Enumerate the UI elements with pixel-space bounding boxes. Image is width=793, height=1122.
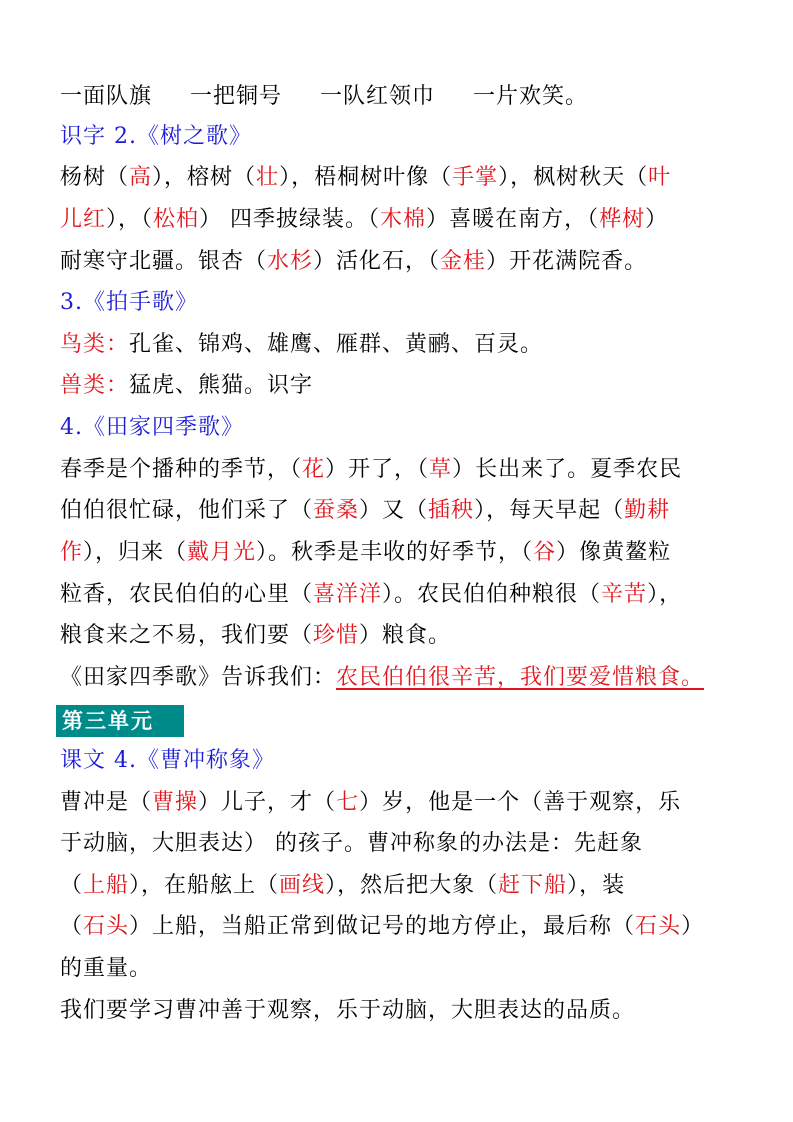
answer: 草 bbox=[429, 457, 453, 482]
phrase: 一队红领巾 bbox=[320, 84, 436, 109]
answer: 喜洋洋 bbox=[313, 582, 383, 607]
answer: 水杉 bbox=[267, 249, 314, 274]
phrase: 一面队旗 bbox=[60, 84, 153, 109]
paragraph-line: 粮食来之不易，我们要（珍惜）粮食。 bbox=[60, 623, 452, 648]
paragraph-line: 的重量。 bbox=[60, 956, 153, 981]
phrase: 一片欢笑。 bbox=[473, 84, 589, 109]
answer: 上船 bbox=[83, 873, 130, 898]
answer: 戴月光 bbox=[187, 540, 257, 565]
beasts-list: 猛虎、熊猫。识字 bbox=[129, 373, 314, 398]
paragraph-line: 于动脑，大胆表达） 的孩子。曹冲称象的办法是：先赶象 bbox=[60, 831, 643, 856]
answer: 叶 bbox=[648, 165, 672, 190]
unit-header: 第三单元 bbox=[56, 705, 184, 737]
answer: 辛苦 bbox=[601, 582, 648, 607]
heading-pai-shou-ge: 3.《拍手歌》 bbox=[60, 290, 198, 315]
answer: 作 bbox=[60, 540, 84, 565]
answer: 画线 bbox=[279, 873, 326, 898]
answer: 曹操 bbox=[152, 790, 199, 815]
line-flag-items bbox=[60, 82, 588, 112]
answer: 珍惜 bbox=[313, 623, 360, 648]
answer: 花 bbox=[302, 457, 326, 482]
paragraph-line: 曹冲是（曹操）儿子，才（七）岁，他是一个（善于观察，乐 bbox=[60, 790, 682, 815]
paragraph-line: 春季是个播种的季节，（花）开了，（草）长出来了。夏季农民 bbox=[60, 457, 683, 482]
answer: 桦树 bbox=[599, 207, 646, 232]
birds-list: 孔雀、锦鸡、雄鹰、雁群、黄鹂、百灵。 bbox=[129, 332, 544, 357]
answer: 高 bbox=[129, 165, 153, 190]
birds-label: 鸟类： bbox=[60, 332, 130, 357]
answer: 儿红 bbox=[60, 207, 107, 232]
birds-line bbox=[60, 330, 543, 360]
answer: 木棉 bbox=[380, 207, 427, 232]
paragraph-line: 我们要学习曹冲善于观察，乐于动脑，大胆表达的品质。 bbox=[60, 998, 636, 1023]
answer: 手掌 bbox=[452, 165, 499, 190]
answer: 谷 bbox=[533, 540, 557, 565]
answer: 勤耕 bbox=[624, 498, 671, 523]
paragraph-line: 儿红），（松柏） 四季披绿装。（木棉）喜暖在南方，（桦树） bbox=[60, 207, 669, 232]
paragraph-line: 耐寒守北疆。银杏（水杉）活化石，（金桂）开花满院香。 bbox=[60, 249, 648, 274]
paragraph-line: （石头）上船，当船正常到做记号的地方停止，最后称（石头） bbox=[60, 914, 705, 939]
beasts-line bbox=[60, 371, 313, 401]
answer: 金桂 bbox=[440, 249, 487, 274]
paragraph-line: 作），归来（戴月光）。秋季是丰收的好季节，（谷）像黄鳌粒 bbox=[60, 540, 672, 565]
heading-tian-jia-si-ji-ge: 4.《田家四季歌》 bbox=[60, 415, 244, 440]
paragraph-line: 伯伯很忙碌，他们采了（蚕桑）又（插秧），每天早起（勤耕 bbox=[60, 498, 671, 523]
answer: 插秧 bbox=[428, 498, 475, 523]
paragraph-line: 杨树（高），榕树（壮），梧桐树叶像（手掌），枫树秋天（叶 bbox=[60, 165, 672, 190]
answer: 松柏 bbox=[153, 207, 200, 232]
answer: 蚕桑 bbox=[313, 498, 360, 523]
paragraph-line: 粒香，农民伯伯的心里（喜洋洋）。农民伯伯种粮很（辛苦）， bbox=[60, 582, 683, 607]
answer: 七 bbox=[336, 790, 360, 815]
summary-answer: 农民伯伯很辛苦，我们要爱惜粮食。 bbox=[336, 665, 705, 690]
answer: 壮 bbox=[256, 165, 280, 190]
heading-shu-zhi-ge: 识字 2.《树之歌》 bbox=[60, 124, 252, 149]
phrase: 一把铜号 bbox=[190, 84, 283, 109]
beasts-label: 兽类： bbox=[60, 373, 130, 398]
answer: 赶下船 bbox=[498, 873, 568, 898]
heading-cao-chong-cheng-xiang: 课文 4.《曹冲称象》 bbox=[60, 748, 275, 773]
answer: 石头 bbox=[635, 914, 682, 939]
paragraph-line: （上船），在船舷上（画线），然后把大象（赶下船），装 bbox=[60, 873, 626, 898]
summary-line: 《田家四季歌》告诉我们：农民伯伯很辛苦，我们要爱惜粮食。 bbox=[60, 665, 705, 690]
answer: 石头 bbox=[83, 914, 130, 939]
